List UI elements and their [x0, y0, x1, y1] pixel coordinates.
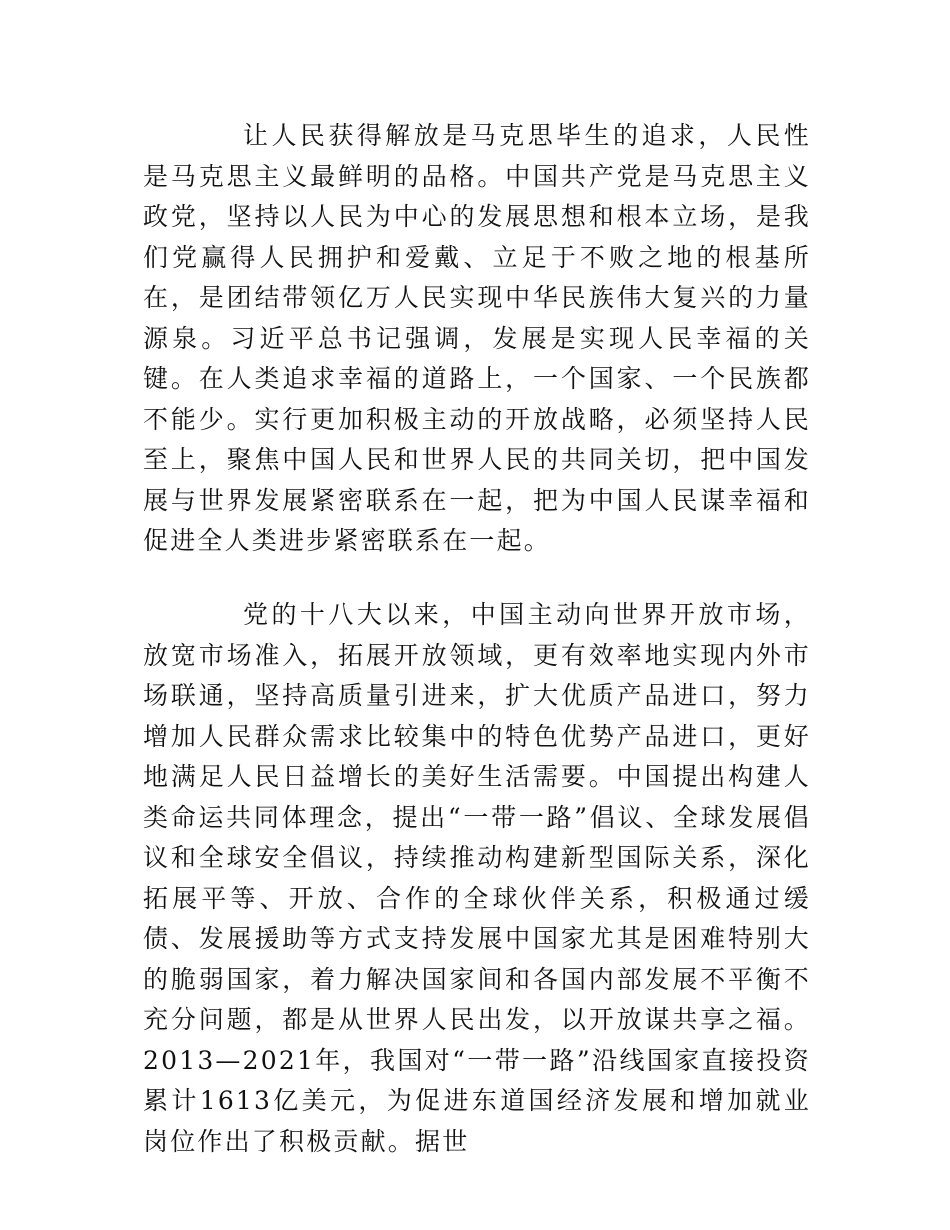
paragraph-2: 党的十八大以来，中国主动向世界开放市场，放宽市场准入，拓展开放领域，更有效率地实现内外市场联通，坚持高质量引进来，扩大优质产品进口，努力增加人民群众需求比较集中的特色优势产品进口，更好地满足人民日益增长的美好生活需要。中国提出构建人类命运共同体理念，提出“一带一路”倡议、全球发展倡议和全球安全倡议，持续推动构建新型国际关系，深化拓展平等、开放、合作的全球伙伴关系，积极通过缓债、发展援助等方式支持发展中国家尤其是困难特别大的脆弱国家，着力解决国家间和各国内部发展不平衡不充分问题，都是从世界人民出发，以开放谋共享之福。2013—2021年，我国对“一带一路”沿线国家直接投资累计1613亿美元，为促进东道国经济发展和增加就业岗位作出了积极贡献。据世 [143, 600, 811, 1156]
paragraph-1: 让人民获得解放是马克思毕生的追求，人民性是马克思主义最鲜明的品格。中国共产党是马克思主义政党，坚持以人民为中心的发展思想和根本立场，是我们党赢得人民拥护和爱戴、立足于不败之地的根基所在，是团结带领亿万人民实现中华民族伟大复兴的力量源泉。习近平总书记强调，发展是实现人民幸福的关键。在人类追求幸福的道路上，一个国家、一个民族都不能少。实行更加积极主动的开放战略，必须坚持人民至上，聚焦中国人民和世界人民的共同关切，把中国发展与世界发展紧密联系在一起，把为中国人民谋幸福和促进全人类进步紧密联系在一起。 [143, 121, 811, 555]
